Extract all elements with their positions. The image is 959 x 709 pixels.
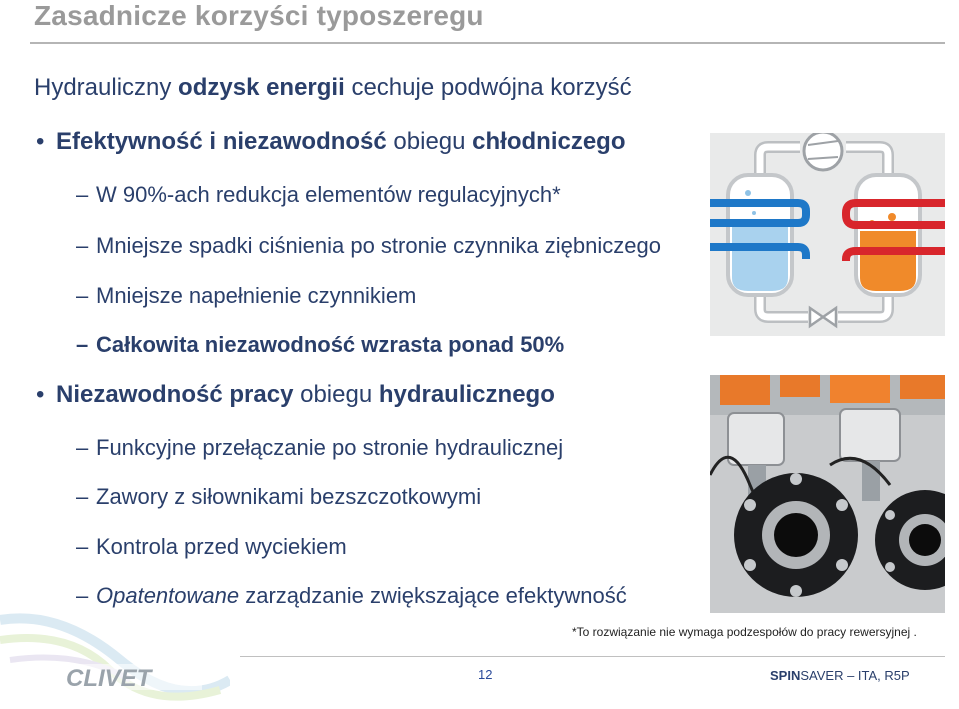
sub-item: – Całkowita niezawodność wzrasta ponad 50%	[76, 332, 565, 357]
footer-divider	[240, 656, 945, 657]
page-number: 12	[478, 667, 493, 682]
bullet-2-mid: obiegu	[293, 381, 379, 408]
sub-item: – Mniejsze spadki ciśnienia po stronie czynnika ziębniczego	[76, 233, 661, 258]
footer-rest: SAVER – ITA, R5P	[800, 668, 910, 683]
sub-item-text: Całkowita niezawodność wzrasta ponad 50%	[96, 332, 565, 357]
sub-item: – Zawory z siłownikami bezszczotkowymi	[76, 484, 482, 509]
footer-label	[770, 668, 910, 683]
logo-text: CLIVET	[66, 665, 152, 692]
bullet-2-bold1: Niezawodność pracy	[56, 381, 294, 408]
title-divider	[30, 42, 945, 44]
sub-item: – Opatentowane zarządzanie zwiększające efektywność	[76, 583, 627, 608]
sub-item-text: W 90%-ach redukcja elementów regulacyjnych*	[96, 182, 561, 207]
sub-item: – Mniejsze napełnienie czynnikiem	[76, 283, 417, 308]
bullet-2-bold2: hydraulicznego	[378, 381, 555, 408]
refrigerant-circuit-image	[710, 133, 945, 336]
sub-item-italic: Opatentowane	[96, 583, 240, 608]
intro-bold: odzysk energii	[178, 74, 345, 101]
slide-title: Zasadnicze korzyści typoszeregu	[34, 0, 484, 31]
bullet-dot: •	[36, 381, 45, 408]
footnote: *To rozwiązanie nie wymaga podzespołów do pracy rewersyjnej .	[572, 625, 917, 639]
sub-item-text: Funkcyjne przełączanie po stronie hydraulicznej	[96, 435, 564, 460]
footer-bold: SPIN	[770, 668, 801, 683]
sub-item: – Funkcyjne przełączanie po stronie hydraulicznej	[76, 435, 564, 460]
bullet-1-mid: obiegu	[386, 128, 473, 155]
sub-item-text: Mniejsze napełnienie czynnikiem	[96, 283, 417, 308]
sub-item: – Kontrola przed wyciekiem	[76, 534, 347, 559]
bullet-1-bold2: chłodniczego	[472, 128, 626, 155]
clivet-logo	[0, 600, 230, 704]
intro-post: cechuje podwójna korzyść	[344, 74, 632, 101]
sub-item: – W 90%-ach redukcja elementów regulacyjnych*	[76, 182, 561, 207]
intro-line	[34, 74, 632, 102]
sub-item-text: Mniejsze spadki ciśnienia po stronie czynnika ziębniczego	[96, 233, 661, 258]
sub-item-text: Zawory z siłownikami bezszczotkowymi	[96, 484, 482, 509]
sub-item-text: zarządzanie zwiększające efektywność	[239, 583, 627, 608]
intro-pre: Hydrauliczny	[34, 74, 179, 101]
sub-item-text: Kontrola przed wyciekiem	[96, 534, 347, 559]
hydraulic-valves-image	[710, 375, 945, 613]
bullet-1-bold1: Efektywność i niezawodność	[56, 128, 387, 155]
bullet-1	[36, 128, 626, 156]
bullet-dot: •	[36, 128, 45, 155]
bullet-2	[36, 381, 555, 409]
